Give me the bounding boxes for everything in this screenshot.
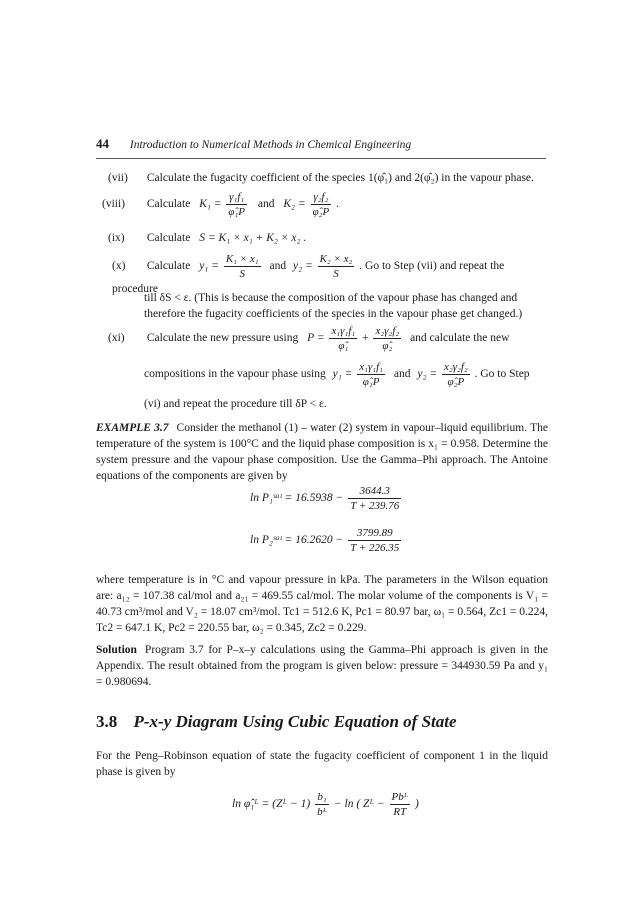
pr-mid: − ln ( Zᴸ − — [333, 798, 385, 811]
plus-sign: + — [362, 332, 369, 345]
example-label: EXAMPLE 3.7 — [96, 422, 169, 434]
p-term2-numerator: x₂γ₂f₂ — [375, 325, 400, 337]
pr-fraction-2 — [390, 790, 411, 819]
y2-denominator: S — [333, 268, 339, 280]
y2-fraction — [318, 252, 355, 281]
eq-numerator: 3799.89 — [348, 526, 401, 541]
section-title: P-x-y Diagram Using Cubic Equation of State — [133, 712, 457, 731]
and-word: and — [393, 368, 411, 381]
step-lead: compositions in the vapour phase using — [144, 368, 326, 381]
y2-numerator: x₂γ₂f₂ — [443, 361, 468, 373]
step-tail: . Go to Step (vii) and repeat the procedure — [112, 260, 505, 295]
step-label: (xi) — [108, 332, 125, 345]
antoine-eq-2 — [250, 526, 510, 555]
solution-text: Program 3.7 for P–x–y calculations using the Gamma–Phi approach is given in the Appendix. The result obtained from the program is given below: pressure = 344930.59 Pa and y₁ = 0.980694. — [96, 644, 548, 688]
y1-numerator: K₁ × x₁ — [225, 253, 259, 265]
k2-fraction — [311, 190, 332, 219]
y1-fraction — [224, 252, 261, 281]
p-term1-denominator: φ̂₁ — [338, 340, 349, 352]
eq-fraction — [348, 484, 401, 513]
y2-lhs: y₂ = — [292, 260, 313, 273]
y2-lhs: y₂ = — [417, 368, 438, 381]
and-word: and — [257, 198, 275, 211]
pr-denominator-2: RT — [393, 806, 407, 818]
example-text: Consider the methanol (1) – water (2) system in vapour–liquid equilibrium. The temperature of the system is 100°C and the liquid phase composition is x₁ = 0.958. Determine the system pressure and the vapour phase composition. Use the Gamma–Phi approach. The Antoine equations of the components are given by — [96, 422, 548, 482]
step-xi-line2 — [144, 360, 548, 389]
p-term1 — [329, 324, 357, 353]
eq-denominator: T + 226.35 — [350, 542, 400, 554]
y2-numerator: K₂ × x₂ — [319, 253, 353, 265]
step-vii — [108, 170, 548, 186]
step-tail: . Go to Step — [474, 368, 530, 381]
k1-lhs: K₁ = — [199, 198, 222, 211]
step-label: (x) — [112, 260, 126, 273]
pr-denominator-1: bᴸ — [317, 806, 327, 818]
pr-numerator-2: Pbᴸ — [391, 791, 409, 803]
header-rule — [96, 158, 546, 159]
eq-denominator: T + 239.76 — [350, 500, 400, 512]
pr-paragraph: For the Peng–Robinson equation of state the fugacity coefficient of component 1 in the liquid phase is given by — [96, 750, 548, 778]
section-number: 3.8 — [96, 712, 118, 731]
pr-equation — [232, 790, 532, 819]
k2-numerator: γ₂f₂ — [311, 190, 332, 205]
p-term2 — [373, 324, 401, 353]
y1-denominator: φ̂₁P — [362, 376, 380, 388]
y1-numerator: x₁γ₁f₁ — [359, 361, 383, 373]
k2-lhs: K₂ = — [283, 198, 306, 211]
step-xi-line3: (vi) and repeat the procedure till δP < ε. — [144, 398, 327, 410]
step-lead: Calculate — [146, 198, 191, 211]
solution-label: Solution — [96, 644, 137, 656]
p-term1-numerator: x₁γ₁f₁ — [331, 325, 356, 337]
eq-lhs: ln P₁ˢᵃᵗ = 16.5938 − — [250, 492, 344, 505]
k2-denominator: φ̂₂P — [312, 206, 330, 218]
step-ix — [108, 230, 548, 246]
y1-denominator: S — [239, 268, 245, 280]
eq-fraction — [348, 526, 401, 555]
step-x-line3: therefore the fugacity coefficients of the species in the vapour phase get changed.) — [144, 308, 523, 320]
example-parameters: where temperature is in °C and vapour pressure in kPa. The parameters in the Wilson equation are: a₁₂ = 107.38 cal/mol and a₂₁ = 469.55 cal/mol. The molar volume of the components is V₁ = 40.73 cm³/mol and V₂ = 18.07 cm³/mol. Tc1 = 512.6 K, Pc1 = 80.97 bar, ω₁ = 0.564, Zc1 = 0.224, Tc2 = 647.1 K, Pc2 = 220.55 bar, ω₂ = 0.345, Zc2 = 0.229. — [96, 574, 548, 634]
y1-fraction — [357, 360, 385, 389]
period: . — [336, 198, 339, 211]
k1-fraction — [226, 190, 247, 219]
y2-fraction — [442, 360, 470, 389]
y1-lhs: y₁ = — [332, 368, 353, 381]
y2-denominator: φ̂₂P — [447, 376, 465, 388]
k1-denominator: φ̂₁P — [228, 206, 246, 218]
step-lead: Calculate the new pressure using — [146, 332, 299, 345]
antoine-eq-1 — [250, 484, 510, 513]
eq-numerator: 3644.3 — [348, 484, 401, 499]
pr-close: ) — [415, 798, 419, 811]
step-tail: and calculate the new — [410, 332, 510, 345]
step-x-line2: till δS < ε. (This is because the composition of the vapour phase has changed and — [144, 292, 518, 304]
solution-paragraph — [96, 642, 548, 690]
page-number: 44 — [96, 136, 109, 151]
running-title: Introduction to Numerical Methods in Chemical Engineering — [129, 139, 412, 151]
example-paragraph — [96, 420, 548, 484]
pr-lhs: ln φ̂₁ᴸ = (Zᴸ − 1) — [232, 798, 311, 811]
step-label: (ix) — [108, 232, 125, 244]
y1-lhs: y₁ = — [199, 260, 219, 273]
pr-numerator-1: b₁ — [315, 790, 329, 805]
and-word: and — [269, 260, 287, 273]
step-label: (vii) — [108, 172, 128, 184]
s-equation: S = K₁ × x₁ + K₂ × x₂ . — [199, 232, 307, 244]
p-lhs: P = — [307, 332, 325, 345]
step-text: Calculate the fugacity coefficient of the species 1(φ̂₁) and 2(φ̂₂) in the vapour phase. — [146, 172, 534, 184]
running-header — [96, 136, 546, 152]
pr-fraction-1 — [315, 790, 329, 819]
step-viii — [102, 190, 548, 219]
step-lead: Calculate — [146, 232, 191, 244]
step-lead: Calculate — [146, 260, 191, 273]
step-xi — [108, 324, 548, 353]
k1-numerator: γ₁f₁ — [226, 190, 247, 205]
section-heading — [96, 712, 548, 732]
p-term2-denominator: φ̂₂ — [382, 340, 393, 352]
step-label: (viii) — [102, 198, 125, 211]
eq-lhs: ln P₂ˢᵃᵗ = 16.2620 − — [250, 534, 344, 547]
